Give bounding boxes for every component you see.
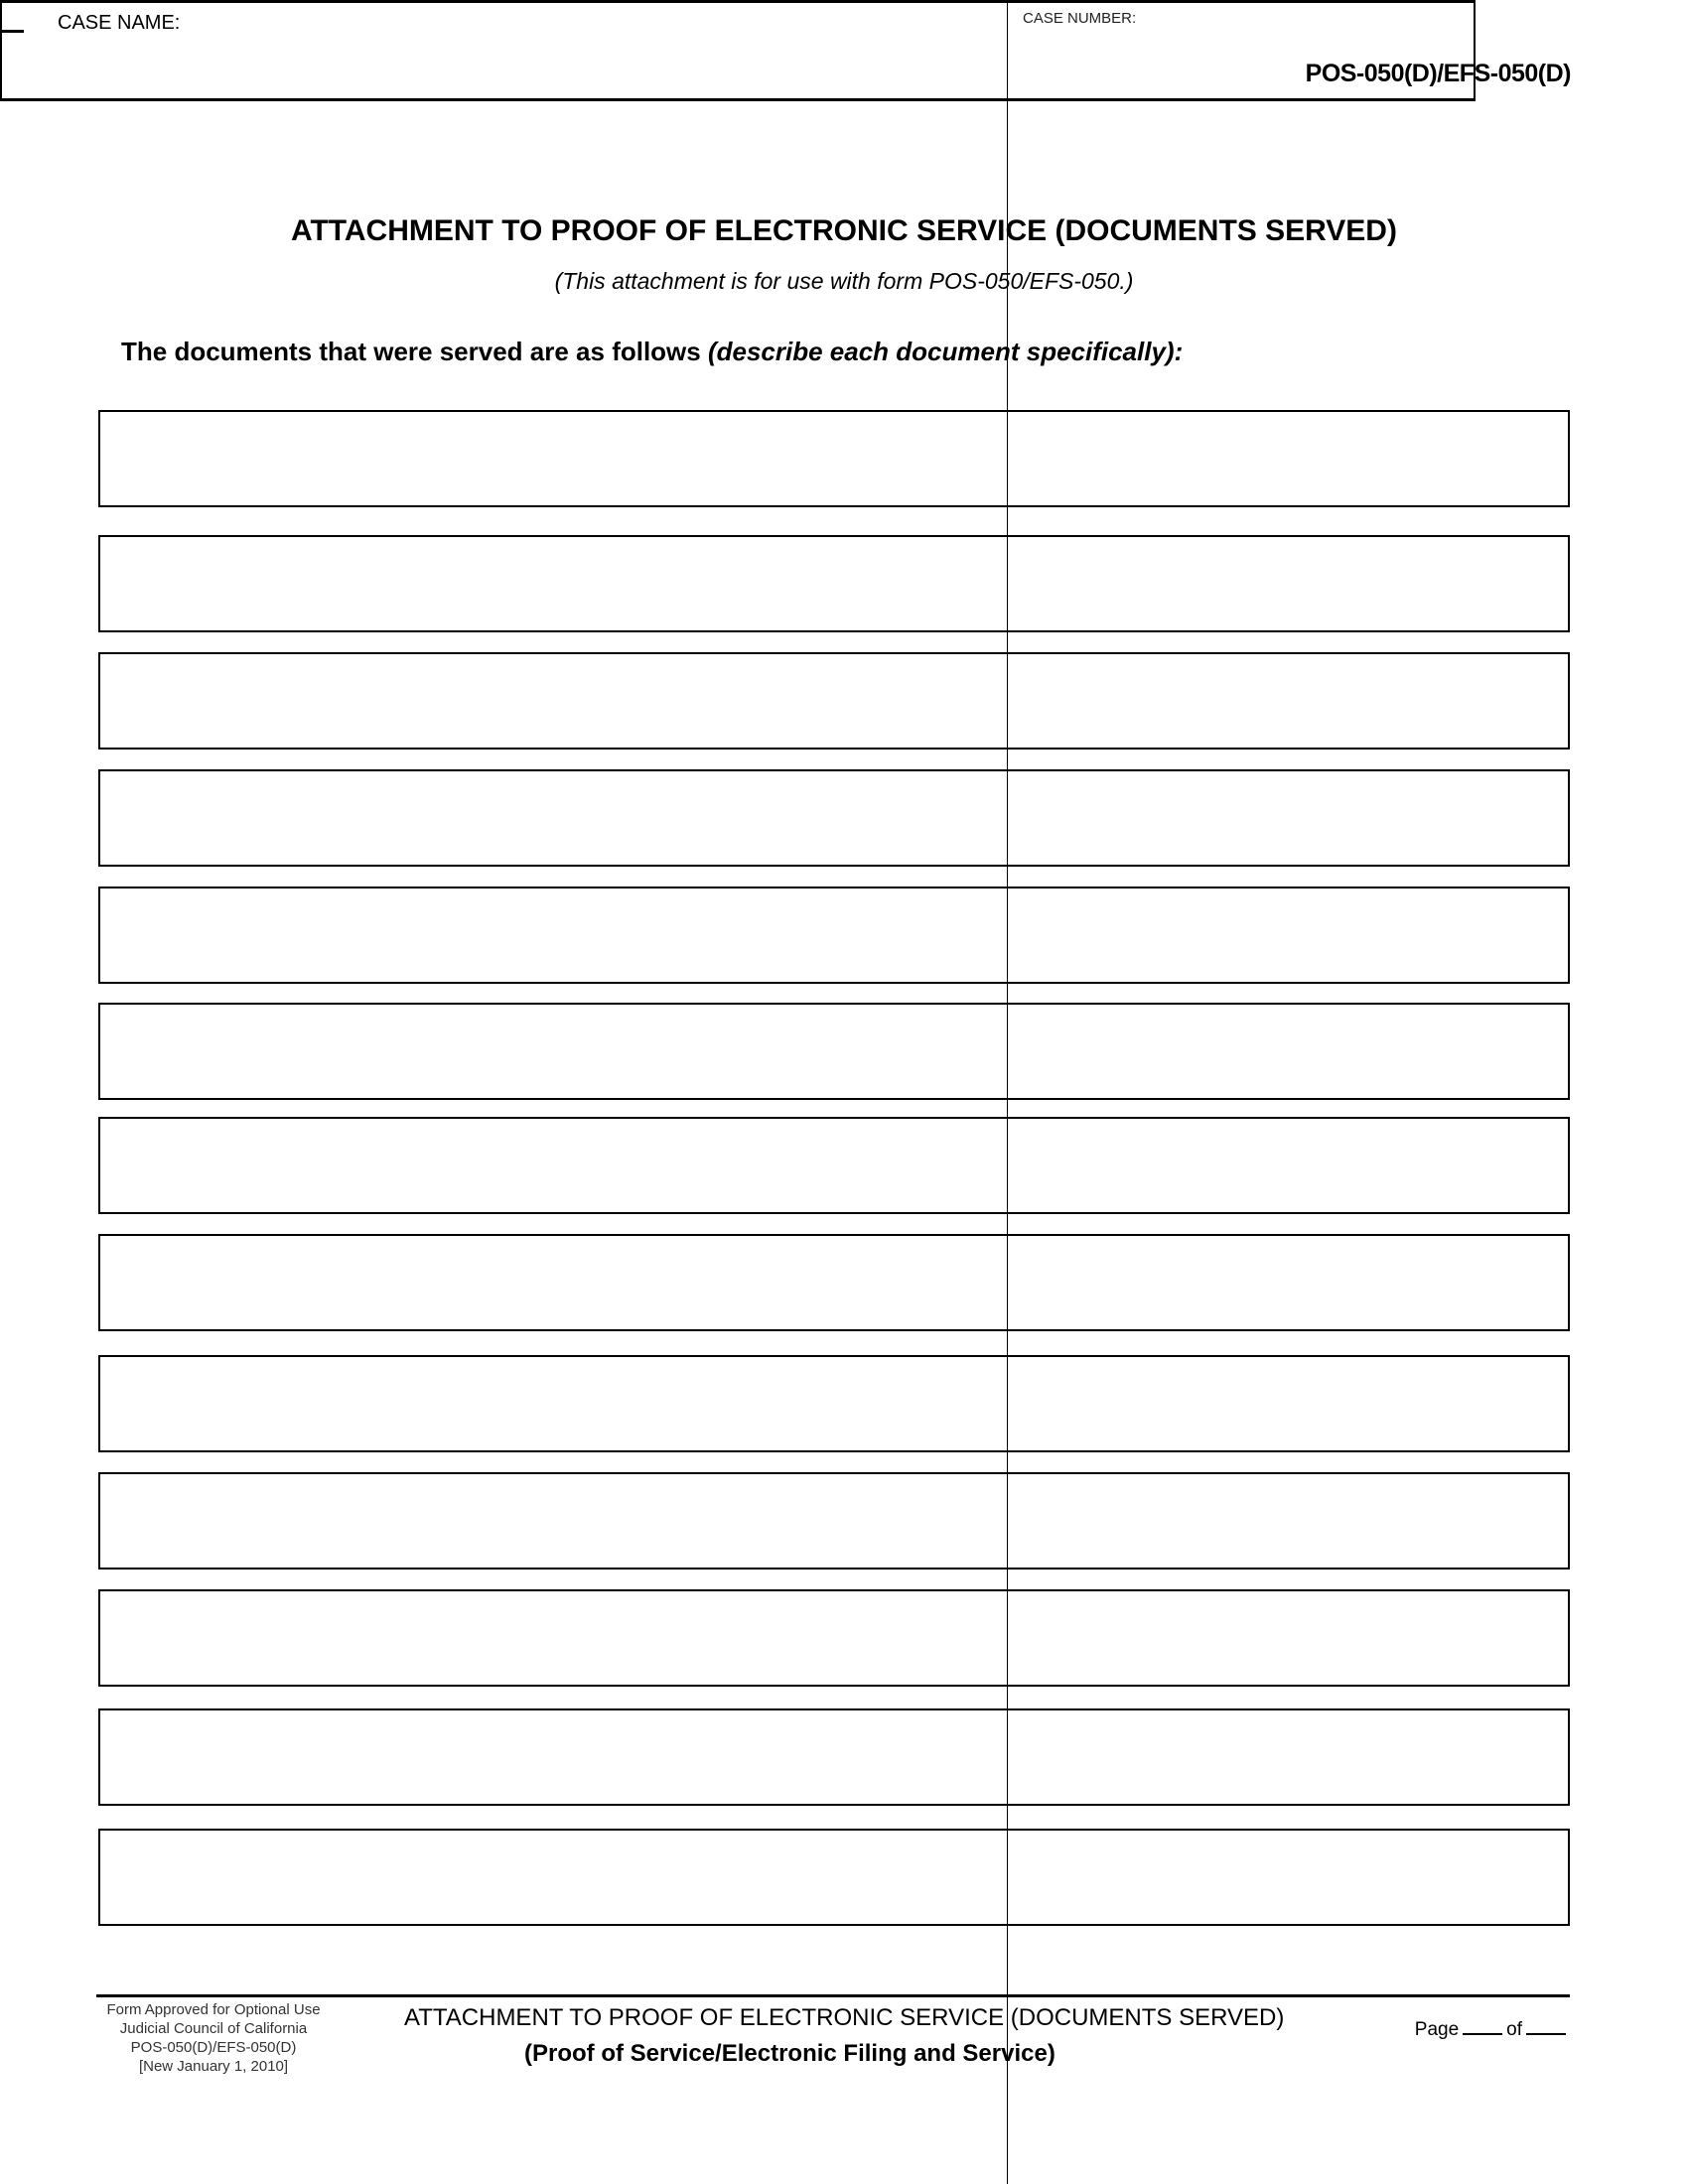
page-total-blank[interactable] xyxy=(1526,2033,1566,2035)
footer-subtitle: (Proof of Service/Electronic Filing and Service) xyxy=(524,2040,1055,2067)
document-entry-field[interactable] xyxy=(98,410,1570,507)
page-subtitle: (This attachment is for use with form POS-050/EFS-050.) xyxy=(554,268,1134,294)
document-entry-field[interactable] xyxy=(98,769,1570,867)
document-entry-field[interactable] xyxy=(98,887,1570,984)
footer-info-line: Judicial Council of California xyxy=(119,2020,308,2037)
instruction-emphasis: (describe each document specifically): xyxy=(707,337,1184,366)
document-entry-field[interactable] xyxy=(98,1708,1570,1806)
document-entry-field[interactable] xyxy=(98,1117,1570,1214)
footer-divider xyxy=(96,1994,1570,1997)
document-entry-field[interactable] xyxy=(98,1472,1570,1570)
field-corner-mark xyxy=(0,30,24,33)
footer-title: ATTACHMENT TO PROOF OF ELECTRONIC SERVICE (DOCUMENTS SERVED) xyxy=(404,2004,1285,2031)
document-entry-field[interactable] xyxy=(98,1829,1570,1926)
instruction-main: The documents that were served are as follows xyxy=(121,337,708,366)
page-number xyxy=(1415,2019,1570,2041)
instruction-text xyxy=(121,337,1183,367)
case-name-label: CASE NAME: xyxy=(58,12,181,34)
footer-info-line: [New January 1, 2010] xyxy=(138,2058,289,2075)
document-entry-field[interactable] xyxy=(98,1003,1570,1100)
of-label: of xyxy=(1506,2019,1522,2040)
form-id: POS-050(D)/EFS-050(D) xyxy=(1305,60,1571,87)
document-entry-field[interactable] xyxy=(98,1234,1570,1331)
case-number-label: CASE NUMBER: xyxy=(1023,10,1137,27)
document-entry-field[interactable] xyxy=(98,535,1570,632)
document-entry-field[interactable] xyxy=(98,1589,1570,1687)
document-entry-field[interactable] xyxy=(98,1355,1570,1452)
footer-form-info xyxy=(89,2000,338,2076)
page-number-blank[interactable] xyxy=(1463,2033,1502,2035)
case-header-box xyxy=(0,0,1476,101)
page-title: ATTACHMENT TO PROOF OF ELECTRONIC SERVICE (DOCUMENTS SERVED) xyxy=(291,214,1397,247)
footer-info-line: Form Approved for Optional Use xyxy=(106,2001,321,2018)
footer-info-line: POS-050(D)/EFS-050(D) xyxy=(130,2039,297,2056)
document-entry-field[interactable] xyxy=(98,652,1570,750)
page-label: Page xyxy=(1414,2019,1460,2040)
